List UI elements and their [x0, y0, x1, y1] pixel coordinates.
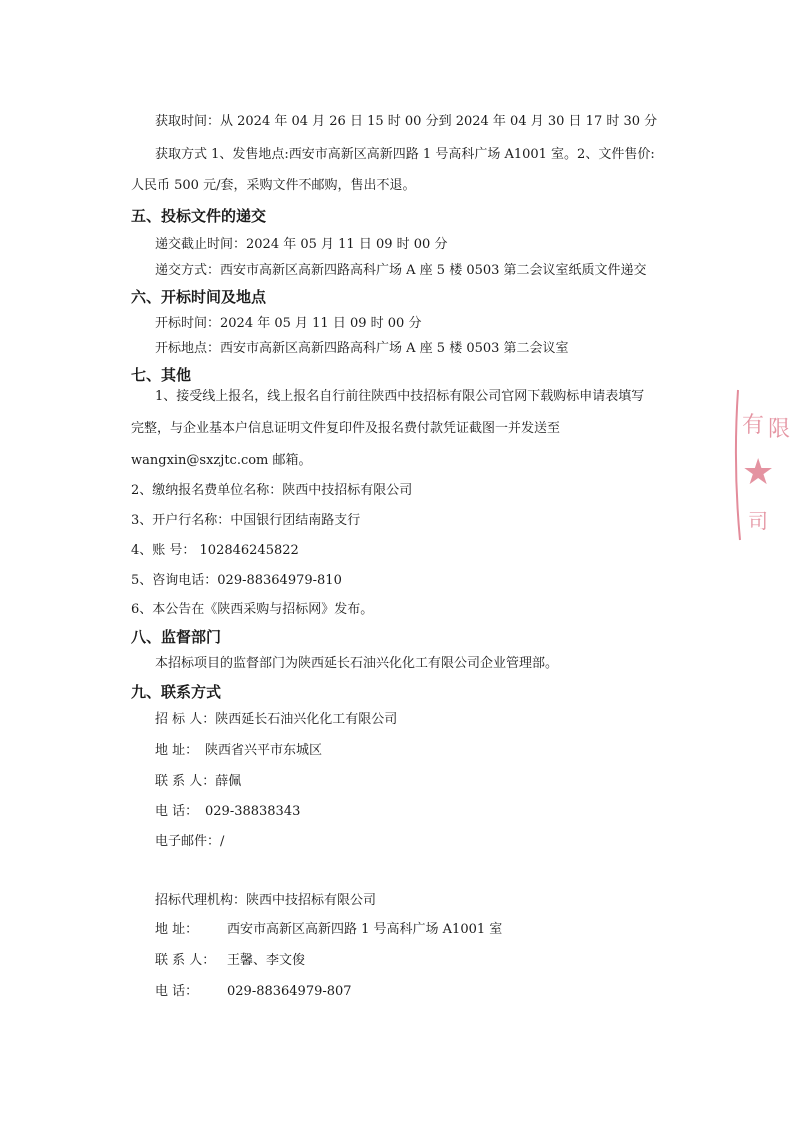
tenderer-value: 陕西延长石油兴化化工有限公司: [215, 712, 398, 727]
tenderer-label: 招 标 人：: [155, 712, 216, 727]
agency-phone-label: 电 话：: [155, 984, 199, 999]
opening-place: 开标地点：西安市高新区高新四路高科广场 A 座 5 楼 0503 第二会议室: [155, 341, 569, 356]
other-item1-line3: wangxin@sxzjtc.com 邮箱。: [131, 453, 312, 468]
section9-heading: 九、联系方式: [131, 683, 222, 701]
seal-char-2: 限: [768, 417, 791, 442]
supervision-text: 本招标项目的监督部门为陕西延长石油兴化化工有限公司企业管理部。: [155, 656, 559, 671]
agency-address-value: 西安市高新区高新四路 1 号高科广场 A1001 室: [227, 922, 503, 937]
other-item1-line1: 1、接受线上报名，线上报名自行前往陕西中技招标有限公司官网下载购标申请表填写: [155, 389, 645, 404]
agency-contact-label: 联 系 人：: [155, 953, 216, 968]
submission-deadline: 递交截止时间：2024 年 05 月 11 日 09 时 00 分: [155, 237, 448, 252]
seal-char-1: 有: [742, 413, 765, 438]
seal-star-icon: ★: [742, 452, 775, 493]
contact-label: 联 系 人：: [155, 774, 216, 789]
phone-row: [155, 803, 300, 821]
submission-method: 递交方式：西安市高新区高新四路高科广场 A 座 5 楼 0503 第二会议室纸质文件递交: [155, 263, 647, 278]
other-item3: 3、开户行名称：中国银行团结南路支行: [131, 513, 361, 528]
acquire-method-line1: 获取方式 1、发售地点:西安市高新区高新四路 1 号高科广场 A1001 室。2、文件售价:: [155, 147, 655, 162]
acquire-method-line2: 人民币 500 元/套，采购文件不邮购，售出不退。: [131, 178, 416, 193]
address-row: [155, 742, 322, 760]
agency-address-row: [155, 921, 502, 939]
contact-value: 薛佩: [215, 774, 242, 789]
agency-value: 陕西中技招标有限公司: [246, 893, 377, 908]
tenderer-row: [155, 711, 397, 729]
acquire-time: 获取时间：从 2024 年 04 月 26 日 15 时 00 分到 2024 年 04 月 30 日 17 时 30 分: [155, 114, 658, 129]
agency-contact-value: 王馨、李文俊: [227, 953, 306, 968]
agency-phone-value: 029-88364979-807: [227, 984, 352, 999]
seal-fragment: [736, 390, 740, 540]
section6-heading: 六、开标时间及地点: [131, 288, 267, 306]
other-item6: 6、本公告在《陕西采购与招标网》发布。: [131, 602, 374, 617]
phone-value: 029-38838343: [205, 804, 301, 819]
phone-label: 电 话：: [155, 804, 199, 819]
address-label: 地 址：: [155, 743, 199, 758]
agency-row: [155, 892, 376, 910]
other-item1-line2: 完整，与企业基本户信息证明文件复印件及报名费付款凭证截图一并发送至: [131, 421, 561, 436]
agency-phone-row: [155, 983, 352, 1001]
other-item2: 2、缴纳报名费单位名称：陕西中技招标有限公司: [131, 483, 413, 498]
section8-heading: 八、监督部门: [131, 628, 222, 646]
agency-address-label: 地 址：: [155, 922, 199, 937]
agency-contact-row: [155, 952, 305, 970]
seal-char-3: 司: [748, 509, 768, 533]
section5-heading: 五、投标文件的递交: [131, 207, 267, 225]
official-seal-stamp: [728, 380, 793, 550]
other-item5: 5、咨询电话：029-88364979-810: [131, 573, 342, 588]
address-value: 陕西省兴平市东城区: [205, 743, 323, 758]
other-item4: 4、账 号： 102846245822: [131, 543, 299, 558]
opening-time: 开标时间：2024 年 05 月 11 日 09 时 00 分: [155, 316, 422, 331]
contact-row: [155, 773, 241, 791]
email-row: [155, 833, 224, 851]
email-label: 电子邮件：: [155, 834, 221, 849]
agency-label: 招标代理机构：: [155, 893, 247, 908]
section7-heading: 七、其他: [131, 366, 192, 384]
email-value: /: [220, 834, 225, 849]
